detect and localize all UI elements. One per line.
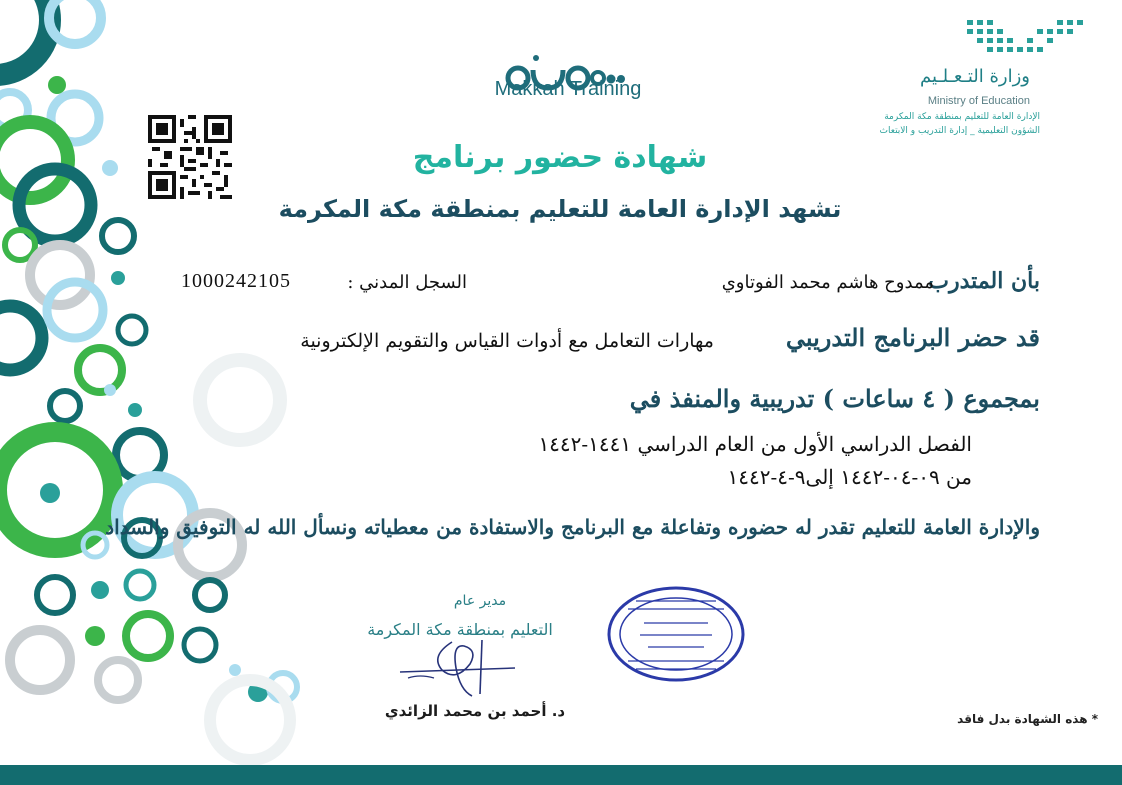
signatory-name: د. أحمد بن محمد الزائدي xyxy=(384,702,566,720)
certificate-title: شهادة حضور برنامج xyxy=(412,140,708,175)
certificate-subtitle: تشهد الإدارة العامة للتعليم بمنطقة مكة المكرمة xyxy=(278,195,842,223)
semester-line: الفصل الدراسي الأول من العام الدراسي ١٤٤١-١٤٤٢ xyxy=(538,432,972,456)
trainee-prefix: بأن المتدرب xyxy=(928,268,1040,294)
ministry-name-arabic: وزارة التـعـلـيم xyxy=(919,66,1030,87)
signatory-role-line1: مدير عام xyxy=(453,593,507,609)
signatory-role-line2: التعليم بمنطقة مكة المكرمة xyxy=(367,620,553,639)
dates-line: من ٠٩-٠٤-١٤٤٢ إلى٩-٤-١٤٤٢ xyxy=(727,465,972,489)
trainee-name: ممدوح هاشم محمد الفوتاوي xyxy=(721,272,934,293)
ministry-name-english: Ministry of Education xyxy=(927,95,1030,107)
ministry-subline-1: الإدارة العامة للتعليم بمنطقة مكة المكرمة xyxy=(884,112,1040,122)
program-name: مهارات التعامل مع أدوات القياس والتقويم الإلكترونية xyxy=(300,330,714,352)
ministry-logo-mark xyxy=(965,16,1090,62)
civil-registry-number: 1000242105 xyxy=(181,270,291,292)
program-prefix: قد حضر البرنامج التدريبي xyxy=(785,323,1040,352)
civil-registry-label: السجل المدني : xyxy=(347,272,467,293)
handwritten-signature xyxy=(390,638,520,698)
lost-replacement-note: * هذه الشهادة بدل فاقد xyxy=(957,712,1098,726)
closing-statement: والإدارة العامة للتعليم تقدر له حضوره وتفاعلة مع البرنامج والاستفادة من معطياته ونسأل الله له التوفيق والسداد xyxy=(105,515,1040,539)
total-hours-line: بمجموع ( ٤ ساعات ) تدريبية والمنفذ في xyxy=(629,384,1040,413)
makkah-training-label: Makkah Training xyxy=(494,78,642,100)
bottom-bar xyxy=(0,765,1122,785)
ministry-subline-2: الشؤون التعليمية _ إدارة التدريب و الابتعاث xyxy=(879,126,1040,136)
qr-code xyxy=(148,115,232,199)
official-stamp xyxy=(606,585,746,683)
